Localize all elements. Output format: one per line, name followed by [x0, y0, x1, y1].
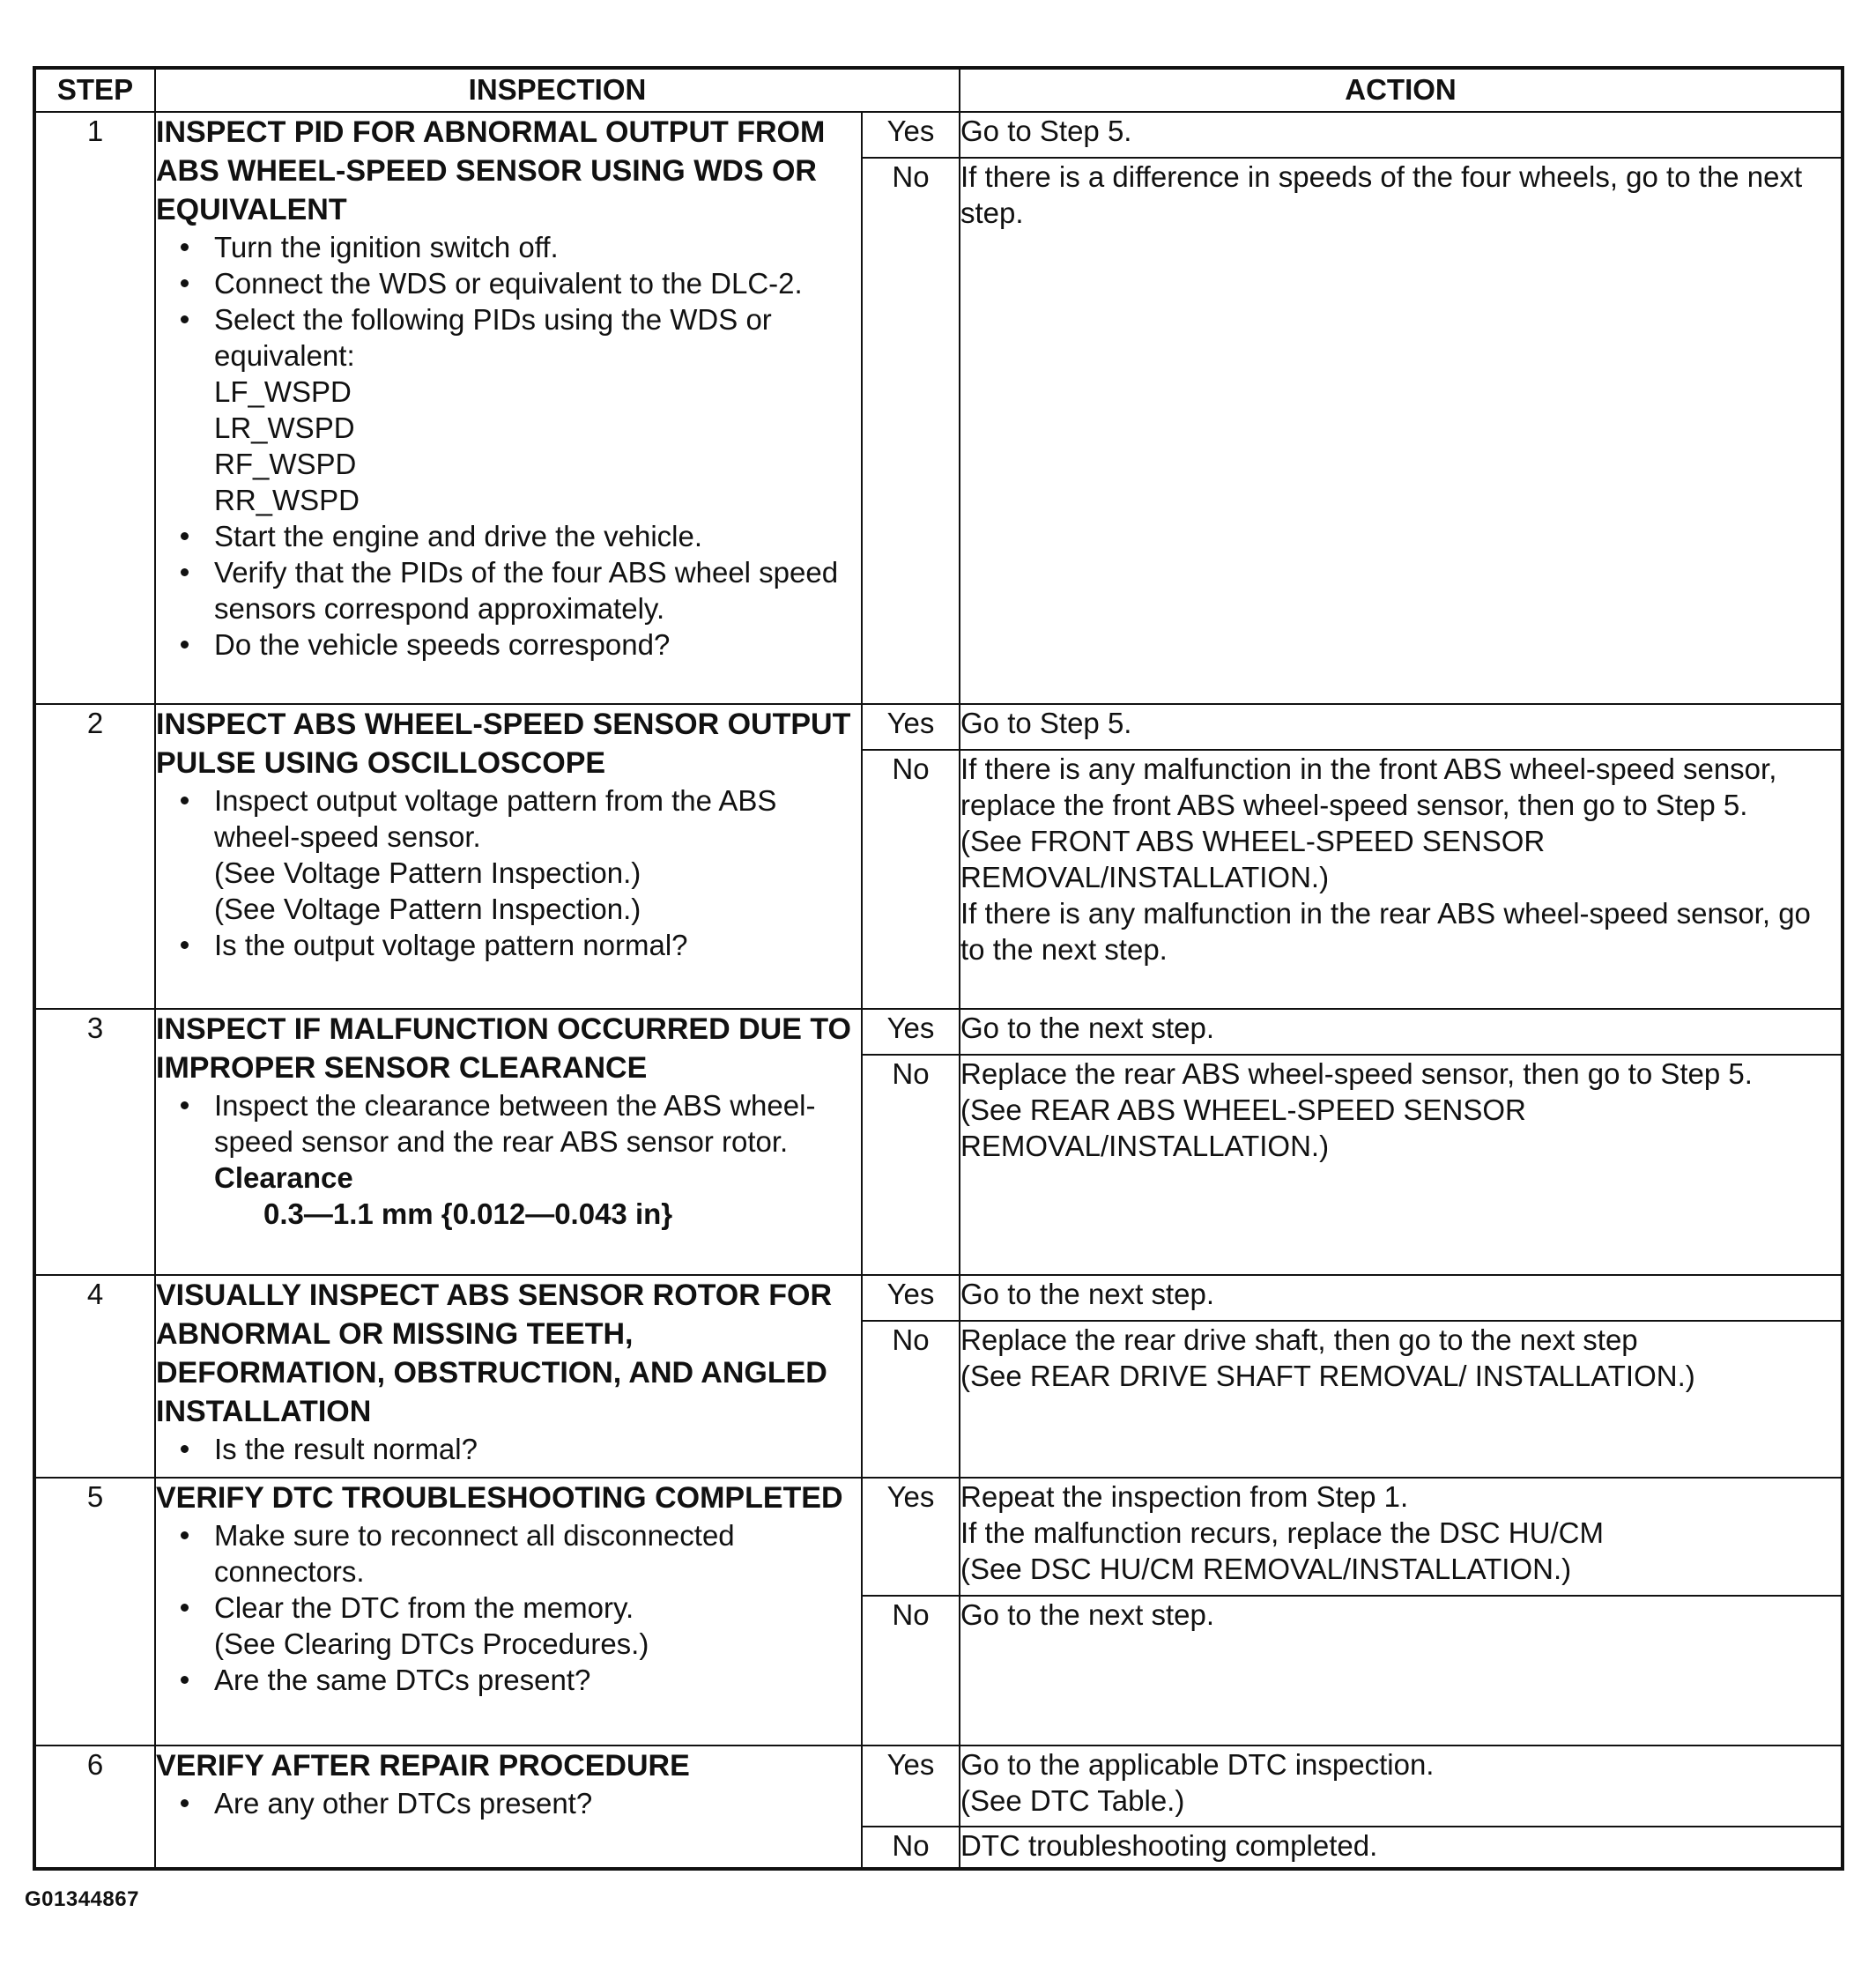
bullet-item: Verify that the PIDs of the four ABS wheel speed sensors correspond approximately. — [214, 554, 861, 626]
no-action — [960, 750, 1843, 1009]
yes-label: Yes — [862, 1275, 960, 1321]
yes-action — [960, 112, 1843, 158]
action-line: Replace the rear drive shaft, then go to the next step — [960, 1323, 1638, 1356]
bullet-list — [156, 229, 861, 663]
bullet-text: Inspect the clearance between the ABS wheel-speed sensor and the rear ABS sensor rotor. — [214, 1089, 816, 1158]
step-title: VERIFY AFTER REPAIR PROCEDURE — [156, 1749, 690, 1783]
step-title: VISUALLY INSPECT ABS SENSOR ROTOR FOR ABNORMAL OR MISSING TEETH, DEFORMATION, OBSTRUCTION, AND ANGLED INSTALLATION — [156, 1279, 833, 1428]
step-2-yes-row — [34, 704, 1843, 750]
pid-rr: RR_WSPD — [214, 484, 360, 516]
bullet-item: Do the vehicle speeds correspond? — [214, 626, 861, 663]
yes-label: Yes — [862, 1478, 960, 1596]
action-line: Go to the next step. — [960, 1278, 1215, 1310]
pid-rf: RF_WSPD — [214, 448, 357, 480]
step-number: 3 — [34, 1009, 155, 1275]
action-line: (See REAR DRIVE SHAFT REMOVAL/ INSTALLATION.) — [960, 1360, 1695, 1392]
bullet-list — [156, 1431, 861, 1467]
action-line: If the malfunction recurs, replace the DSC HU/CM — [960, 1516, 1604, 1549]
no-label: No — [862, 158, 960, 704]
no-action — [960, 1827, 1843, 1869]
step-title: VERIFY DTC TROUBLESHOOTING COMPLETED — [156, 1481, 843, 1515]
yes-action — [960, 1009, 1843, 1055]
step-title: INSPECT PID FOR ABNORMAL OUTPUT FROM ABS WHEEL-SPEED SENSOR USING WDS OR EQUIVALENT — [156, 115, 826, 226]
bullet-item: Is the output voltage pattern normal? — [214, 927, 861, 963]
pid-lr: LR_WSPD — [214, 411, 355, 444]
action-line: Repeat the inspection from Step 1. — [960, 1480, 1409, 1513]
action-line: Replace the rear ABS wheel-speed sensor, then go to Step 5. — [960, 1057, 1753, 1090]
yes-action — [960, 1746, 1843, 1827]
bullet-item — [214, 301, 861, 518]
step-number: 2 — [34, 704, 155, 1009]
bullet-text: Select the following PIDs using the WDS or equivalent: — [214, 303, 772, 372]
header-row — [34, 68, 1843, 112]
bullet-item: Turn the ignition switch off. — [214, 229, 861, 265]
step-title: INSPECT ABS WHEEL-SPEED SENSOR OUTPUT PULSE USING OSCILLOSCOPE — [156, 708, 851, 780]
bullet-item — [214, 782, 861, 927]
no-label: No — [862, 1596, 960, 1746]
figure-id: G01344867 — [25, 1887, 139, 1911]
header-action: ACTION — [960, 68, 1843, 112]
action-line: If there is any malfunction in the rear ABS wheel-speed sensor, go to the next step. — [960, 897, 1811, 966]
step-2-inspection — [155, 704, 862, 1009]
header-inspection: INSPECTION — [155, 68, 960, 112]
bullet-text: Clear the DTC from the memory. — [214, 1591, 634, 1624]
step-number: 4 — [34, 1275, 155, 1478]
step-5-yes-row — [34, 1478, 1843, 1596]
no-label: No — [862, 1827, 960, 1869]
step-4-inspection — [155, 1275, 862, 1478]
no-label: No — [862, 1055, 960, 1275]
step-number: 1 — [34, 112, 155, 704]
step-6-yes-row — [34, 1746, 1843, 1827]
action-line: Go to Step 5. — [960, 115, 1132, 147]
step-3-inspection — [155, 1009, 862, 1275]
bullet-list — [156, 1785, 861, 1821]
clearance-label: Clearance — [214, 1161, 353, 1194]
bullet-item: Is the result normal? — [214, 1431, 861, 1467]
step-6-inspection — [155, 1746, 862, 1869]
no-action — [960, 158, 1843, 704]
see-reference: (See Voltage Pattern Inspection.) — [214, 893, 641, 925]
bullet-item: Make sure to reconnect all disconnected connectors. — [214, 1517, 861, 1590]
yes-label: Yes — [862, 1009, 960, 1055]
bullet-item — [214, 1087, 861, 1232]
yes-action — [960, 704, 1843, 750]
yes-label: Yes — [862, 1746, 960, 1827]
step-1-inspection — [155, 112, 862, 704]
step-number: 5 — [34, 1478, 155, 1746]
step-title: INSPECT IF MALFUNCTION OCCURRED DUE TO IMPROPER SENSOR CLEARANCE — [156, 1012, 851, 1085]
no-action — [960, 1596, 1843, 1746]
bullet-list — [156, 1087, 861, 1232]
action-line: Go to the applicable DTC inspection. — [960, 1748, 1435, 1781]
step-3-yes-row — [34, 1009, 1843, 1055]
header-step: STEP — [34, 68, 155, 112]
bullet-item — [214, 1590, 861, 1662]
action-line: If there is a difference in speeds of the four wheels, go to the next step. — [960, 160, 1803, 229]
yes-label: Yes — [862, 704, 960, 750]
bullet-item: Are the same DTCs present? — [214, 1662, 861, 1698]
action-line: (See DTC Table.) — [960, 1784, 1185, 1817]
clearance-value: 0.3—1.1 mm {0.012—0.043 in} — [263, 1197, 673, 1230]
troubleshooting-table — [33, 66, 1844, 1871]
bullet-list — [156, 1517, 861, 1698]
action-line: (See DSC HU/CM REMOVAL/INSTALLATION.) — [960, 1553, 1572, 1585]
yes-action — [960, 1478, 1843, 1596]
action-line: (See REAR ABS WHEEL-SPEED SENSOR REMOVAL/INSTALLATION.) — [960, 1093, 1526, 1162]
step-4-yes-row — [34, 1275, 1843, 1321]
no-label: No — [862, 1321, 960, 1478]
bullet-item: Start the engine and drive the vehicle. — [214, 518, 861, 554]
no-action — [960, 1055, 1843, 1275]
step-1-yes-row — [34, 112, 1843, 158]
step-5-inspection — [155, 1478, 862, 1746]
action-line: Go to the next step. — [960, 1598, 1215, 1631]
see-reference: (See Clearing DTCs Procedures.) — [214, 1627, 649, 1660]
bullet-item: Are any other DTCs present? — [214, 1785, 861, 1821]
action-line: Go to Step 5. — [960, 707, 1132, 739]
yes-label: Yes — [862, 112, 960, 158]
see-reference: (See Voltage Pattern Inspection.) — [214, 856, 641, 889]
bullet-list — [156, 782, 861, 963]
no-action — [960, 1321, 1843, 1478]
bullet-text: Inspect output voltage pattern from the ABS wheel-speed sensor. — [214, 784, 777, 853]
yes-action — [960, 1275, 1843, 1321]
bullet-item: Connect the WDS or equivalent to the DLC-2. — [214, 265, 861, 301]
action-line: Go to the next step. — [960, 1012, 1215, 1044]
pid-lf: LF_WSPD — [214, 375, 352, 408]
action-line: If there is any malfunction in the front ABS wheel-speed sensor, replace the front ABS wheel-speed sensor, then go to Step 5. — [960, 752, 1777, 821]
action-line: DTC troubleshooting completed. — [960, 1829, 1378, 1862]
no-label: No — [862, 750, 960, 1009]
action-line: (See FRONT ABS WHEEL-SPEED SENSOR REMOVAL/INSTALLATION.) — [960, 825, 1546, 893]
step-number: 6 — [34, 1746, 155, 1869]
